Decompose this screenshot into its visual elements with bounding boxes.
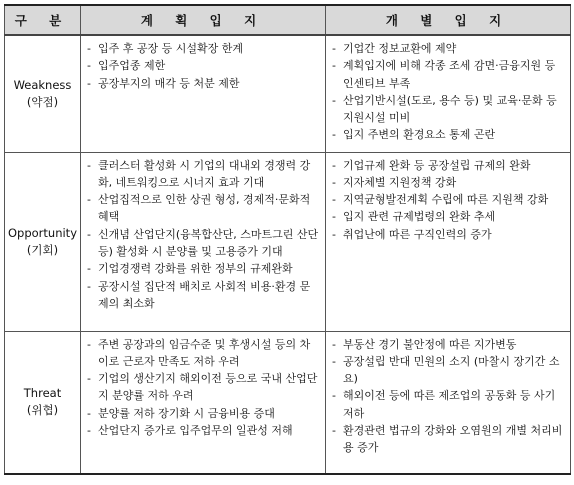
individual-cell-weakness xyxy=(326,35,571,152)
row-category-weakness xyxy=(5,35,81,152)
list-item: - 기업간 정보교환에 제약 xyxy=(332,40,565,57)
list-item: - 입지 관련 규제법령의 완화 추세 xyxy=(332,208,565,225)
category-en: Threat xyxy=(23,386,62,401)
list-item: - 분양률 저하 장기화 시 금융비용 증대 xyxy=(87,405,320,422)
list-item: - 기업규제 완화 등 공장설립 규제의 완화 xyxy=(332,157,565,174)
list-item: - 공장부지의 매각 등 처분 제한 xyxy=(87,75,320,92)
list-item: - 계획입지에 비해 각종 조세 감면·금융지원 등 인센티브 부족 xyxy=(332,57,565,92)
planned-list xyxy=(87,157,320,313)
list-item: - 산업기반시설(도로, 용수 등) 및 교육·문화 등 지원시설 미비 xyxy=(332,92,565,127)
individual-list xyxy=(332,157,565,243)
category-ko: (위협) xyxy=(26,403,59,418)
list-item: - 입주업종 제한 xyxy=(87,57,320,74)
row-category-opportunity xyxy=(5,152,81,331)
individual-list xyxy=(332,40,565,144)
table-row-opportunity xyxy=(5,152,571,331)
category-ko: (약점) xyxy=(26,94,59,109)
list-item: - 취업난에 따른 구직인력의 증가 xyxy=(332,226,565,243)
swot-table xyxy=(4,4,571,475)
swot-table-container xyxy=(4,4,571,475)
planned-cell-weakness xyxy=(81,35,326,152)
individual-list xyxy=(332,336,565,457)
planned-cell-threat xyxy=(81,331,326,474)
category-en: Opportunity xyxy=(7,225,77,240)
list-item: - 공장시설 집단적 배치로 사회적 비용·환경 문제의 최소화 xyxy=(87,278,320,313)
table-row-weakness xyxy=(5,35,571,152)
planned-list xyxy=(87,40,320,92)
planned-cell-opportunity xyxy=(81,152,326,331)
category-ko: (기회) xyxy=(26,242,59,257)
individual-cell-opportunity xyxy=(326,152,571,331)
list-item: - 지자체별 지원정책 강화 xyxy=(332,174,565,191)
list-item: - 클러스터 활성화 시 기업의 대내외 경쟁력 강화, 네트워킹으로 시너지 효과 기대 xyxy=(87,157,320,192)
header-individual-location: 개 별 입 지 xyxy=(326,5,571,35)
table-body xyxy=(5,35,571,474)
list-item: - 입지 주변의 환경요소 통제 곤란 xyxy=(332,126,565,143)
list-item: - 부동산 경기 불안정에 따른 지가변동 xyxy=(332,336,565,353)
planned-list xyxy=(87,336,320,440)
category-en: Weakness xyxy=(13,77,72,92)
list-item: - 해외이전 등에 따른 제조업의 공동화 등 사기 저하 xyxy=(332,387,565,422)
header-category: 구 분 xyxy=(5,5,81,35)
list-item: - 지역균형발전계획 수립에 따른 지원책 강화 xyxy=(332,191,565,208)
list-item: - 주변 공장과의 임금수준 및 후생시설 등의 차이로 근로자 만족도 저하 우려 xyxy=(87,336,320,371)
list-item: - 신개념 산업단지(융복합산단, 스마트그린 산단 등) 활성화 시 분양률 및 고용증가 기대 xyxy=(87,226,320,261)
header-planned-location: 계 획 입 지 xyxy=(81,5,326,35)
list-item: - 공장설립 반대 민원의 소지 (마찰시 장기간 소요) xyxy=(332,353,565,388)
list-item: - 입주 후 공장 등 시설확장 한계 xyxy=(87,40,320,57)
list-item: - 기업경쟁력 강화를 위한 정부의 규제완화 xyxy=(87,260,320,277)
list-item: - 산업단지 증가로 입주업무의 일관성 저해 xyxy=(87,422,320,439)
individual-cell-threat xyxy=(326,331,571,474)
table-row-threat xyxy=(5,331,571,474)
list-item: - 환경관련 법규의 강화와 오염원의 개별 처리비용 증가 xyxy=(332,422,565,457)
header-row xyxy=(5,5,571,35)
row-category-threat xyxy=(5,331,81,474)
list-item: - 기업의 생산기지 해외이전 등으로 국내 산업단지 분양률 저하 우려 xyxy=(87,370,320,405)
list-item: - 산업집적으로 인한 상권 형성, 경제적·문화적 혜택 xyxy=(87,191,320,226)
